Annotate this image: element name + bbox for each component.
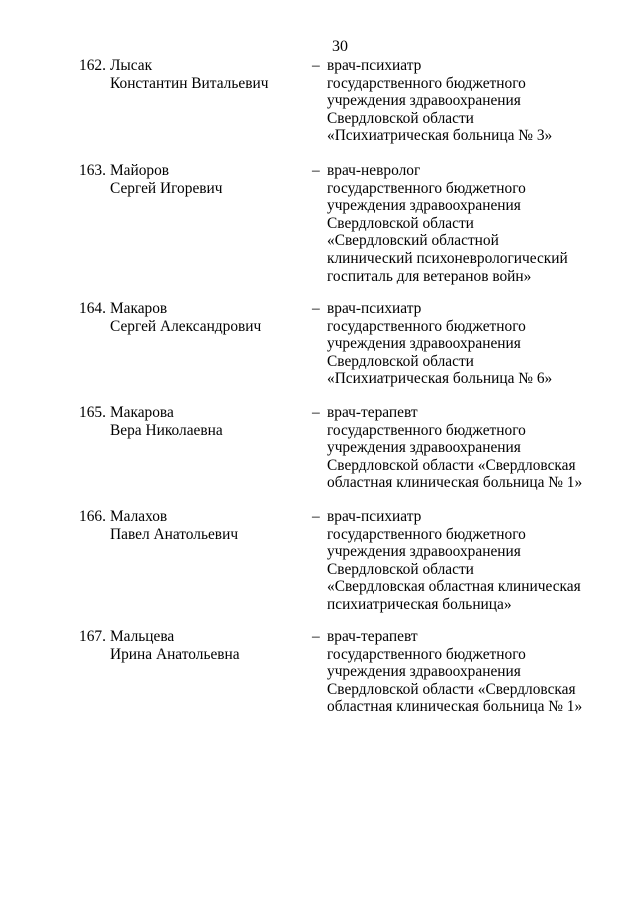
position-line: врач-терапевт	[327, 628, 418, 645]
position-line: Свердловской области	[327, 214, 474, 232]
entry-given-name: Сергей Александрович	[110, 317, 262, 335]
position-line: государственного бюджетного	[327, 317, 526, 335]
position-line: «Психиатрическая больница № 3»	[327, 127, 553, 145]
position-line: учреждения здравоохранения	[327, 335, 521, 353]
entry-given-name: Вера Николаевна	[110, 421, 223, 439]
position-line: государственного бюджетного	[327, 74, 526, 92]
position-line: врач-терапевт	[327, 404, 418, 421]
position-line: государственного бюджетного	[327, 179, 526, 197]
entry-position	[327, 404, 627, 492]
page-number: 30	[332, 38, 348, 55]
position-line: «Свердловская областная клиническая	[327, 578, 581, 596]
position-line: клинический психоневрологический	[327, 249, 568, 267]
position-line: «Свердловский областной	[327, 232, 499, 250]
position-line: врач-невролог	[327, 162, 421, 179]
entry-dash: –	[312, 162, 320, 179]
position-line: врач-психиатр	[327, 300, 422, 317]
position-line: госпиталь для ветеранов войн»	[327, 267, 532, 285]
position-line: Свердловской области «Свердловская	[327, 456, 576, 474]
position-line: врач-психиатр	[327, 57, 422, 74]
entry-position	[327, 57, 627, 145]
position-line: психиатрическая больница»	[327, 595, 512, 613]
entry-surname: Лысак	[109, 57, 153, 74]
entry-dash: –	[312, 628, 320, 645]
entry-dash: –	[312, 57, 320, 74]
entry-number: 166.	[79, 508, 106, 525]
entry-position	[327, 628, 627, 716]
position-line: Свердловской области «Свердловская	[327, 680, 576, 698]
position-line: государственного бюджетного	[327, 645, 526, 663]
entry-position	[327, 162, 627, 285]
position-line: Свердловской области	[327, 352, 474, 370]
entry-given-name: Сергей Игоревич	[110, 179, 223, 197]
entry-number: 167.	[79, 628, 106, 645]
entry-number: 163.	[79, 162, 106, 179]
position-line: областная клиническая больница № 1»	[327, 698, 583, 716]
position-line: государственного бюджетного	[327, 525, 526, 543]
position-line: учреждения здравоохранения	[327, 663, 521, 681]
position-line: учреждения здравоохранения	[327, 197, 521, 215]
position-line: Свердловской области	[327, 109, 474, 127]
entry-dash: –	[312, 300, 320, 317]
position-line: учреждения здравоохранения	[327, 92, 521, 110]
position-line: Свердловской области	[327, 560, 474, 578]
entry-surname: Мальцева	[109, 628, 175, 645]
entry-given-name: Ирина Анатольевна	[110, 645, 240, 663]
entry-dash: –	[312, 404, 320, 421]
entry-number: 164.	[79, 300, 106, 317]
entry-surname: Майоров	[109, 162, 170, 179]
position-line: учреждения здравоохранения	[327, 543, 521, 561]
entry-dash: –	[312, 508, 320, 525]
entry-given-name: Константин Витальевич	[110, 74, 269, 92]
entry-number: 162.	[79, 57, 106, 74]
position-line: государственного бюджетного	[327, 421, 526, 439]
position-line: «Психиатрическая больница № 6»	[327, 370, 553, 388]
position-line: учреждения здравоохранения	[327, 439, 521, 457]
entry-given-name: Павел Анатольевич	[110, 525, 239, 543]
entry-surname: Малахов	[109, 508, 168, 525]
position-line: врач-психиатр	[327, 508, 422, 525]
entry-position	[327, 300, 627, 388]
entry-number: 165.	[79, 404, 106, 421]
entry-surname: Макаров	[109, 300, 168, 317]
entry-surname: Макарова	[109, 404, 174, 421]
position-line: областная клиническая больница № 1»	[327, 474, 583, 492]
entry-position	[327, 508, 627, 614]
